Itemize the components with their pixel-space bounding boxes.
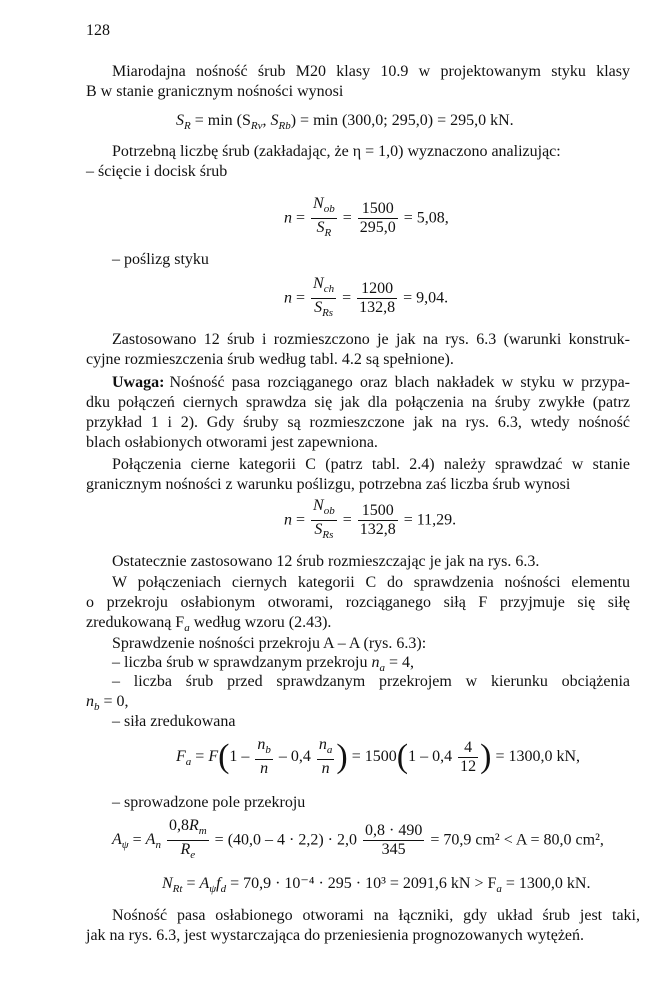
text-line: o przekroju osłabionym otworami, rozciąganego siłą F przyjmuje się siłę [86,594,630,611]
eq-text: = (40,0 – 4 · 2,2) · 2,0 [214,831,358,849]
text-line: – sprowadzone pole przekroju [112,794,306,811]
equation-apsi: $A_\psi = A_n$ $\frac{0,8R_m}{R_e}$ = (40,0 – 4 · 2,2) · 2,0 $\frac{0,8 \cdot 490}{345}$ = 70,9 cm² < A = 80,0 cm², [112,817,604,862]
eq-num: 1500 [358,200,398,219]
eq-text: = 70,9 · 10⁻⁴ · 295 · 10³ = 2091,6 kN > F [230,875,497,892]
text-line: – liczba śrub przed sprawdzanym przekrojem w kierunku obciążenia [112,673,630,690]
equation-sr: $S_R = \min (S_{Rv}$, $S_{Rb}) = \min (300,0$; 295,0) = 295,0 kN. [176,112,514,133]
text-line: $n_b = 0$, [86,693,129,714]
text-line: Zastosowano 12 śrub i rozmieszczono je jak na rys. 6.3 (warunki konstruk- [112,331,630,348]
eq-text: ) = min (300,0; 295,0) = 295,0 kN. [290,112,514,129]
eq-den: 132,8 [359,299,396,317]
text-span: według wzoru (2.43). [189,614,332,631]
text-line: – liczba śrub w sprawdzanym przekroju $n_a = 4$, [112,654,414,675]
eq-num: 1500 [358,502,398,521]
text-line: Nośność pasa osłabionego otworami na łączniki, gdy układ śrub jest taki, [112,907,640,924]
eq-result: = 70,9 cm² < A = 80,0 cm², [430,831,604,849]
text-span: = 4, [388,654,414,671]
eq-num: 1200 [357,280,397,299]
equation-n1: n = $\frac{N_{ob}}{S_R}$ = $\frac{1500}{295,0}$ = 5,08, [284,195,449,240]
text-line: Miarodajna nośność śrub M20 klasy 10.9 w projektowanym styku klasy [112,63,630,80]
eq-result: = 1300,0 kN, [495,747,581,765]
text-line [112,373,630,393]
text-span: zredukowaną F [86,614,185,631]
equation-fa: $F_a = F(1$ – $\frac{n_b}{n}$ – 0,4 $\frac{n_a}{n}$ ) = 1500(1 – 0,4 $\frac{4}{12}$ ) = 1300,0 kN, [176,736,581,778]
text-line: – poślizg styku [112,251,209,268]
text-span: Nośność pasa rozciąganego oraz blach nakładek w styku w przypa- [169,374,630,391]
text-line: blach osłabionych otworami jest zapewniona. [86,434,378,451]
text-line: – ścięcie i docisk śrub [86,163,228,180]
equation-n2: n = $\frac{N_{ch}}{S_{Rs}}$ = $\frac{1200}{132,8}$ = 9,04. [284,275,449,320]
equation-nrt: $N_{Rt} = A_\psi f_d = 70,9 \cdot 10^{-4} \cdot 295 \cdot 10^3 = 2091,6$ kN > $F_a = 1300,0$ kN. [162,875,591,896]
eq-num: 0,8 · 490 [365,822,423,840]
eq-result: = 5,08, [403,209,449,227]
text-line: cyjne rozmieszczenia śrub według tabl. 4.2 są spełnione). [86,351,454,368]
eq-result: = 9,04. [403,289,449,307]
text-line: zredukowaną $F_a$ według wzoru (2.43). [86,614,332,635]
eq-den: 345 [381,841,406,859]
eq-result: = 11,29. [403,511,457,529]
text-line: B w stanie granicznym nośności wynosi [86,83,344,100]
text-line: – siła zredukowana [112,713,236,730]
text-line: Połączenia cierne kategorii C (patrz tabl. 2.4) należy sprawdzać w stanie [112,456,630,473]
text-line: W połączeniach ciernych kategorii C do sprawdzenia nośności elementu [112,574,630,591]
eq-text: = min (S [194,112,251,129]
page-number: 128 [86,22,110,39]
eq-den: 132,8 [359,521,396,539]
text-line: granicznym nośności z warunku poślizgu, potrzebna zaś liczba śrub wynosi [86,476,571,493]
text-line: przykład 1 i 2). Gdy śruby są rozmieszczone jak na rys. 6.3, wtedy nośność [86,414,630,431]
text-span: – liczba śrub w sprawdzanym przekroju [112,654,368,671]
text-line: Potrzebną liczbę śrub (zakładając, że η = 1,0) wyznaczono analizując: [112,143,561,160]
text-line: Sprawdzenie nośności przekroju A – A (rys. 6.3): [112,635,427,652]
uwaga-label: Uwaga: [112,374,165,391]
text-span: = 0, [103,693,129,710]
text-line: jak na rys. 6.3, jest wystarczająca do przeniesienia prognozowanych wytężeń. [86,927,585,944]
eq-text: = 1300,0 kN. [505,875,591,892]
eq-den: 295,0 [359,219,396,237]
text-line: dku połączeń ciernych sprawdza się jak dla połączenia na śruby zwykłe (patrz [86,394,630,411]
equation-n3: n = $\frac{N_{ob}}{S_{Rs}}$ = $\frac{1500}{132,8}$ = 11,29. [284,497,457,542]
text-line: Ostatecznie zastosowano 12 śrub rozmieszczając je jak na rys. 6.3. [112,553,540,570]
eq-text: = 1500 [351,747,397,765]
